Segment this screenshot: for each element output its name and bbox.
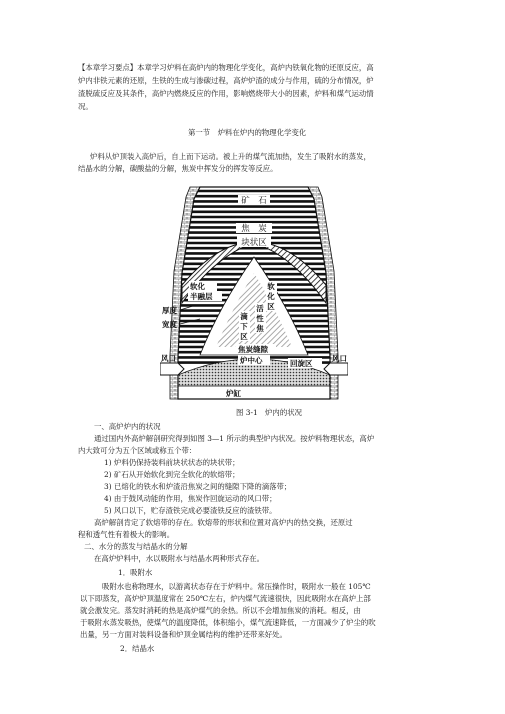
zone-item: 3) 已熔化的铁水和炉渣沿焦炭之间的缝隙下降的滴落带； bbox=[104, 482, 292, 491]
paragraph-line: 炉料从炉顶装入高炉后，自上而下运动。被上升的煤气流加热，发生了吸附水的蒸发， bbox=[90, 152, 371, 161]
label-soft-zone: 区 bbox=[267, 302, 275, 311]
heading: 一、高炉炉内的状况 bbox=[94, 422, 161, 431]
label-ore: 矿 石 bbox=[241, 196, 267, 206]
label-hearth: 炉缸 bbox=[226, 389, 241, 398]
label-soft-zone: 软 bbox=[267, 282, 275, 291]
paragraph-line: 内大致可分为五个区域或称五个带： bbox=[78, 446, 197, 455]
label-half-melt: 半融层 bbox=[190, 292, 213, 301]
heading: 二、水分的蒸发与结晶水的分解 bbox=[84, 542, 188, 551]
paragraph-line: 吸附水也称物理水，以游离状态存在于炉料中。常压操作时，吸附水一般在 105℃ bbox=[102, 582, 371, 591]
paragraph-line: 在高炉炉料中，水以吸附水与结晶水两种形式存在。 bbox=[94, 554, 264, 563]
paragraph-line: 结晶水的分解，碳酸盐的分解，焦炭中挥发分的挥发等反应。 bbox=[78, 164, 278, 173]
label-drip-zone: 滴 bbox=[240, 312, 248, 321]
zone-item: 2) 矿石从开始软化到完全软化的软熔带； bbox=[104, 470, 240, 479]
label-raceway: 回旋区 bbox=[290, 359, 313, 368]
zone-item: 5) 风口以下，贮存渣铁完成必要渣铁反应的渣铁带。 bbox=[104, 506, 277, 515]
label-block-zone: 块状区 bbox=[241, 238, 267, 248]
label-thickness: 厚度 bbox=[162, 306, 177, 315]
intro-line: 况。 bbox=[78, 102, 93, 111]
blast-furnace-diagram bbox=[160, 185, 348, 403]
label-drip-zone: 区 bbox=[240, 332, 248, 341]
intro-line: 炉内非铁元素的还原，生铁的生成与渗碳过程，高炉炉渣的成分与作用，硫的分布情况，炉 bbox=[78, 76, 374, 85]
paragraph-line: 于吸附水蒸发吸热，使煤气的温度降低，体积缩小，煤气流速降低，一方面减少了炉尘的吹 bbox=[80, 618, 376, 627]
label-active-coke: 性 bbox=[256, 314, 264, 323]
label-active-coke: 焦 bbox=[256, 324, 264, 333]
zone-item: 1) 炉料仍保持装料前块状状态的块状带； bbox=[104, 458, 240, 467]
paragraph-line: 出量，另一方面对装料设备和炉顶金属结构的维护还带来好处。 bbox=[80, 630, 287, 639]
label-soft-zone: 化 bbox=[267, 292, 275, 301]
paragraph-line: 就会激发完。蒸发时消耗的热是高炉煤气的余热。所以不会增加焦炭的消耗。相反，由 bbox=[80, 606, 361, 615]
label-tuyere-left: 风口 bbox=[161, 354, 176, 363]
label-coke: 焦 炭 bbox=[241, 224, 267, 234]
subheading: 2．结晶水 bbox=[120, 644, 155, 653]
subheading: 1．吸附水 bbox=[118, 568, 153, 577]
label-active-coke: 活 bbox=[256, 304, 264, 313]
intro-line: 【本章学习要点】本章学习炉料在高炉内的物理化学变化，高炉内铁氧化物的还原反应，高 bbox=[78, 63, 374, 72]
label-tuyere-right: 风口 bbox=[332, 354, 347, 363]
paragraph-line: 高炉解剖肯定了软熔带的存在。软熔带的形状和位置对高炉内的热交换，还原过 bbox=[94, 518, 353, 527]
paragraph-line: 以下即蒸发，高炉炉顶温度常在 250℃左右，炉内煤气流速很快，因此吸附水在高炉上部 bbox=[80, 594, 371, 603]
label-softening: 软化 bbox=[190, 282, 205, 291]
label-width: 宽度 bbox=[162, 320, 177, 329]
label-drip-zone: 下 bbox=[240, 322, 248, 331]
paragraph-line: 通过国内外高炉解剖研究得到如图 3—1 所示的典型炉内状况。按炉料物理状态，高炉 bbox=[94, 434, 375, 443]
zone-item: 4) 由于鼓风动能的作用，焦炭作回旋运动的风口带； bbox=[104, 494, 277, 503]
label-furnace-center: 炉中心 bbox=[240, 356, 263, 365]
section-title: 第一节 炉料在炉内的物理化学变化 bbox=[188, 128, 307, 137]
label-coke-gap: 焦炭缝隙 bbox=[238, 345, 268, 354]
paragraph-line: 程和透气性有着极大的影响。 bbox=[78, 530, 175, 539]
figure-caption: 图 3-1 炉内的状况 bbox=[236, 408, 302, 417]
intro-line: 渣脱硫反应及其条件，高炉内燃烧反应的作用，影响燃烧带大小的因素，炉料和煤气运动情 bbox=[78, 89, 374, 98]
